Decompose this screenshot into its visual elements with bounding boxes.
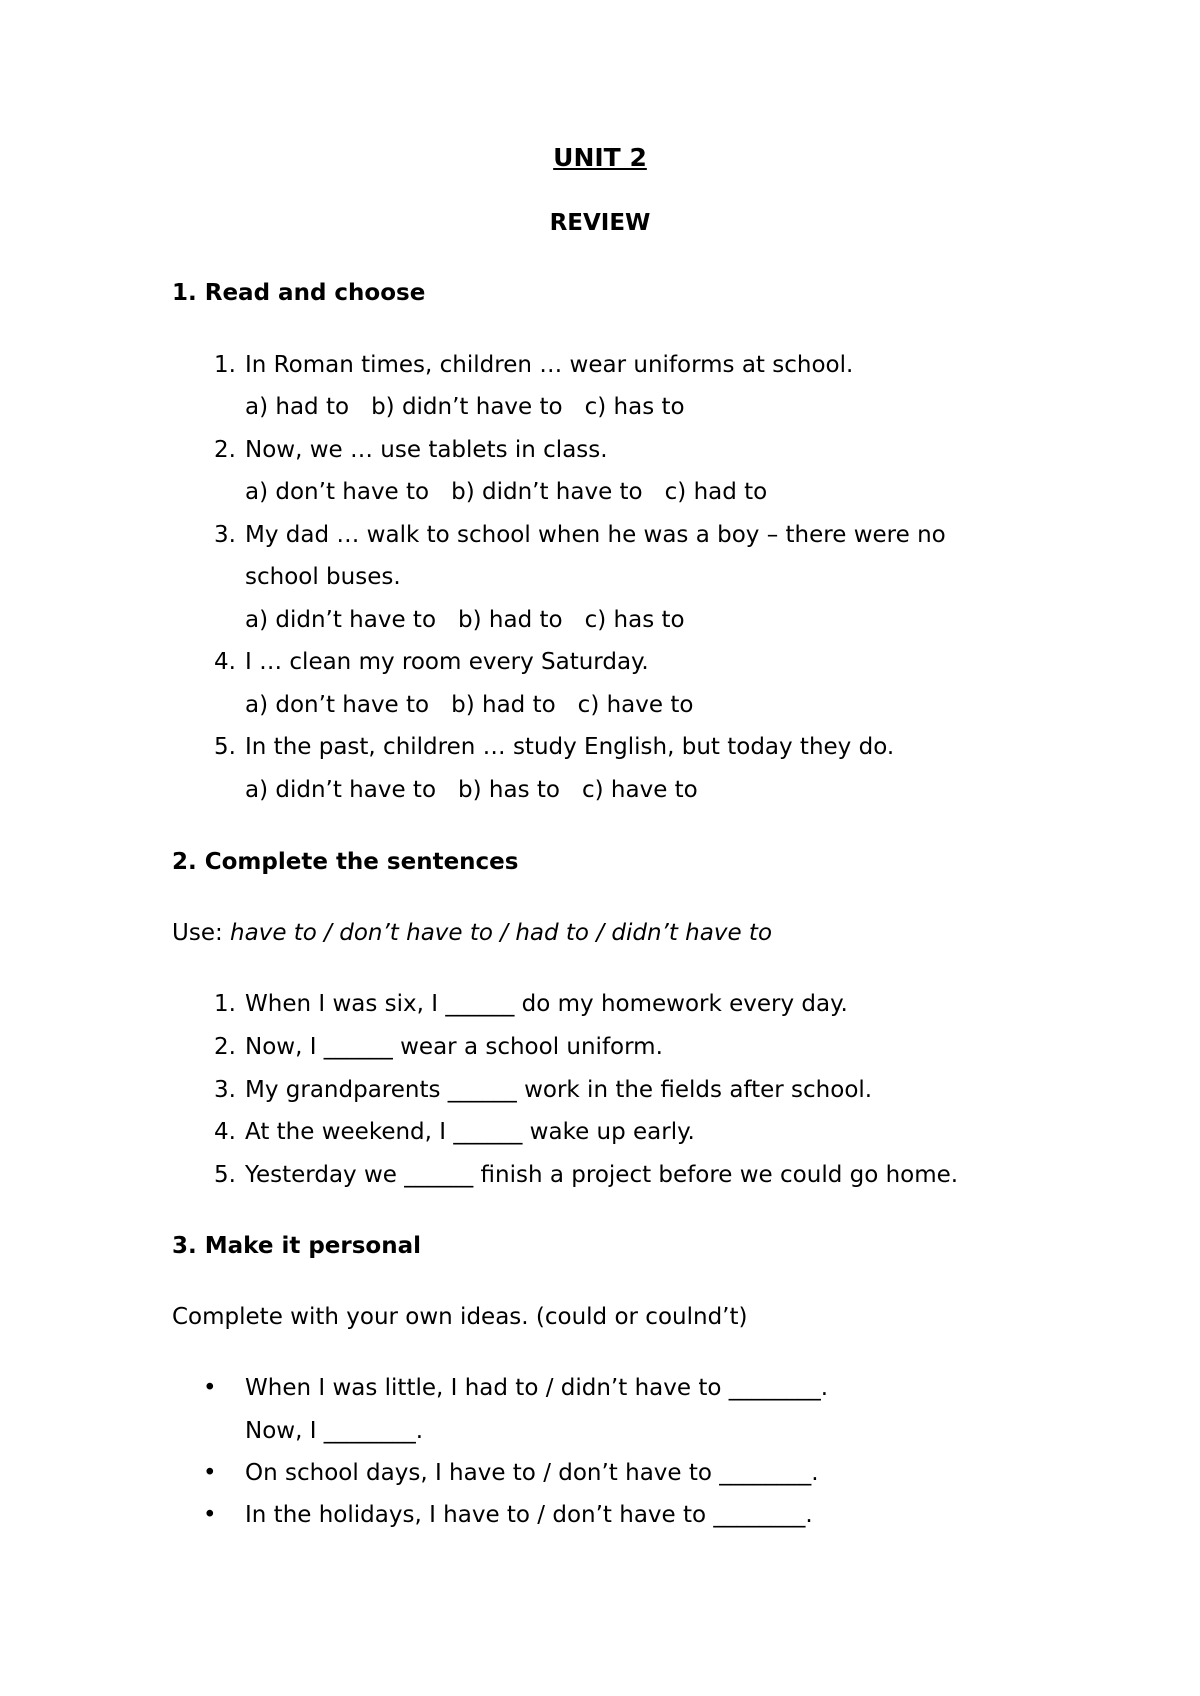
answer-options bbox=[245, 387, 685, 427]
bullet-icon: • bbox=[203, 1502, 217, 1528]
item-number: 3. bbox=[214, 1077, 236, 1103]
personal-instruction: Complete with your own ideas. (could or coulnd’t) bbox=[172, 1304, 748, 1330]
personal-item: When I was little, I had to / didn’t have to ________. bbox=[245, 1375, 829, 1401]
bullet-icon: • bbox=[203, 1375, 217, 1401]
bullet-icon: • bbox=[203, 1460, 217, 1486]
option-c: c) have to bbox=[581, 777, 698, 803]
question-text-cont: school buses. bbox=[245, 564, 401, 590]
question-text: My dad … walk to school when he was a boy – there were no bbox=[245, 522, 946, 548]
option-b: b) didn’t have to bbox=[451, 479, 643, 505]
sentence-item: My grandparents ______ work in the fields after school. bbox=[245, 1077, 873, 1103]
item-number: 5. bbox=[214, 1162, 236, 1188]
option-c: c) has to bbox=[584, 607, 685, 633]
item-number: 2. bbox=[214, 1034, 236, 1060]
option-b: b) didn’t have to bbox=[371, 394, 563, 420]
question-text: In Roman times, children … wear uniforms at school. bbox=[245, 352, 854, 378]
option-c: c) has to bbox=[584, 394, 685, 420]
option-b: b) had to bbox=[451, 692, 556, 718]
option-c: c) have to bbox=[577, 692, 694, 718]
item-number: 1. bbox=[214, 991, 236, 1017]
question-number: 3. bbox=[214, 522, 236, 548]
question-number: 2. bbox=[214, 437, 236, 463]
option-c: c) had to bbox=[664, 479, 768, 505]
review-title: REVIEW bbox=[549, 210, 651, 236]
option-a: a) had to bbox=[245, 394, 350, 420]
personal-item: On school days, I have to / don’t have to ________. bbox=[245, 1460, 819, 1486]
question-text: Now, we … use tablets in class. bbox=[245, 437, 608, 463]
answer-options bbox=[245, 600, 685, 640]
sentence-item: Yesterday we ______ finish a project before we could go home. bbox=[245, 1162, 959, 1188]
answer-options bbox=[245, 685, 693, 725]
item-number: 4. bbox=[214, 1119, 236, 1145]
personal-item: In the holidays, I have to / don’t have to ________. bbox=[245, 1502, 813, 1528]
option-a: a) don’t have to bbox=[245, 692, 430, 718]
answer-options bbox=[245, 472, 767, 512]
sentence-item: When I was six, I ______ do my homework every day. bbox=[245, 991, 848, 1017]
unit-title: UNIT 2 bbox=[553, 143, 647, 172]
question-number: 1. bbox=[214, 352, 236, 378]
answer-options bbox=[245, 770, 698, 810]
sentence-item: Now, I ______ wear a school uniform. bbox=[245, 1034, 663, 1060]
use-label: Use: bbox=[172, 920, 223, 946]
question-number: 5. bbox=[214, 734, 236, 760]
section-3-heading: 3. Make it personal bbox=[172, 1233, 422, 1259]
option-b: b) had to bbox=[458, 607, 563, 633]
option-a: a) don’t have to bbox=[245, 479, 430, 505]
sentence-item: At the weekend, I ______ wake up early. bbox=[245, 1119, 695, 1145]
question-text: I … clean my room every Saturday. bbox=[245, 649, 649, 675]
question-text: In the past, children … study English, but today they do. bbox=[245, 734, 895, 760]
option-b: b) has to bbox=[458, 777, 560, 803]
section-1-heading: 1. Read and choose bbox=[172, 280, 426, 306]
use-instruction bbox=[172, 913, 772, 953]
personal-item-cont: Now, I ________. bbox=[245, 1418, 424, 1444]
section-2-heading: 2. Complete the sentences bbox=[172, 849, 519, 875]
question-number: 4. bbox=[214, 649, 236, 675]
option-a: a) didn’t have to bbox=[245, 607, 437, 633]
option-a: a) didn’t have to bbox=[245, 777, 437, 803]
use-words: have to / don’t have to / had to / didn’t have to bbox=[230, 920, 773, 946]
